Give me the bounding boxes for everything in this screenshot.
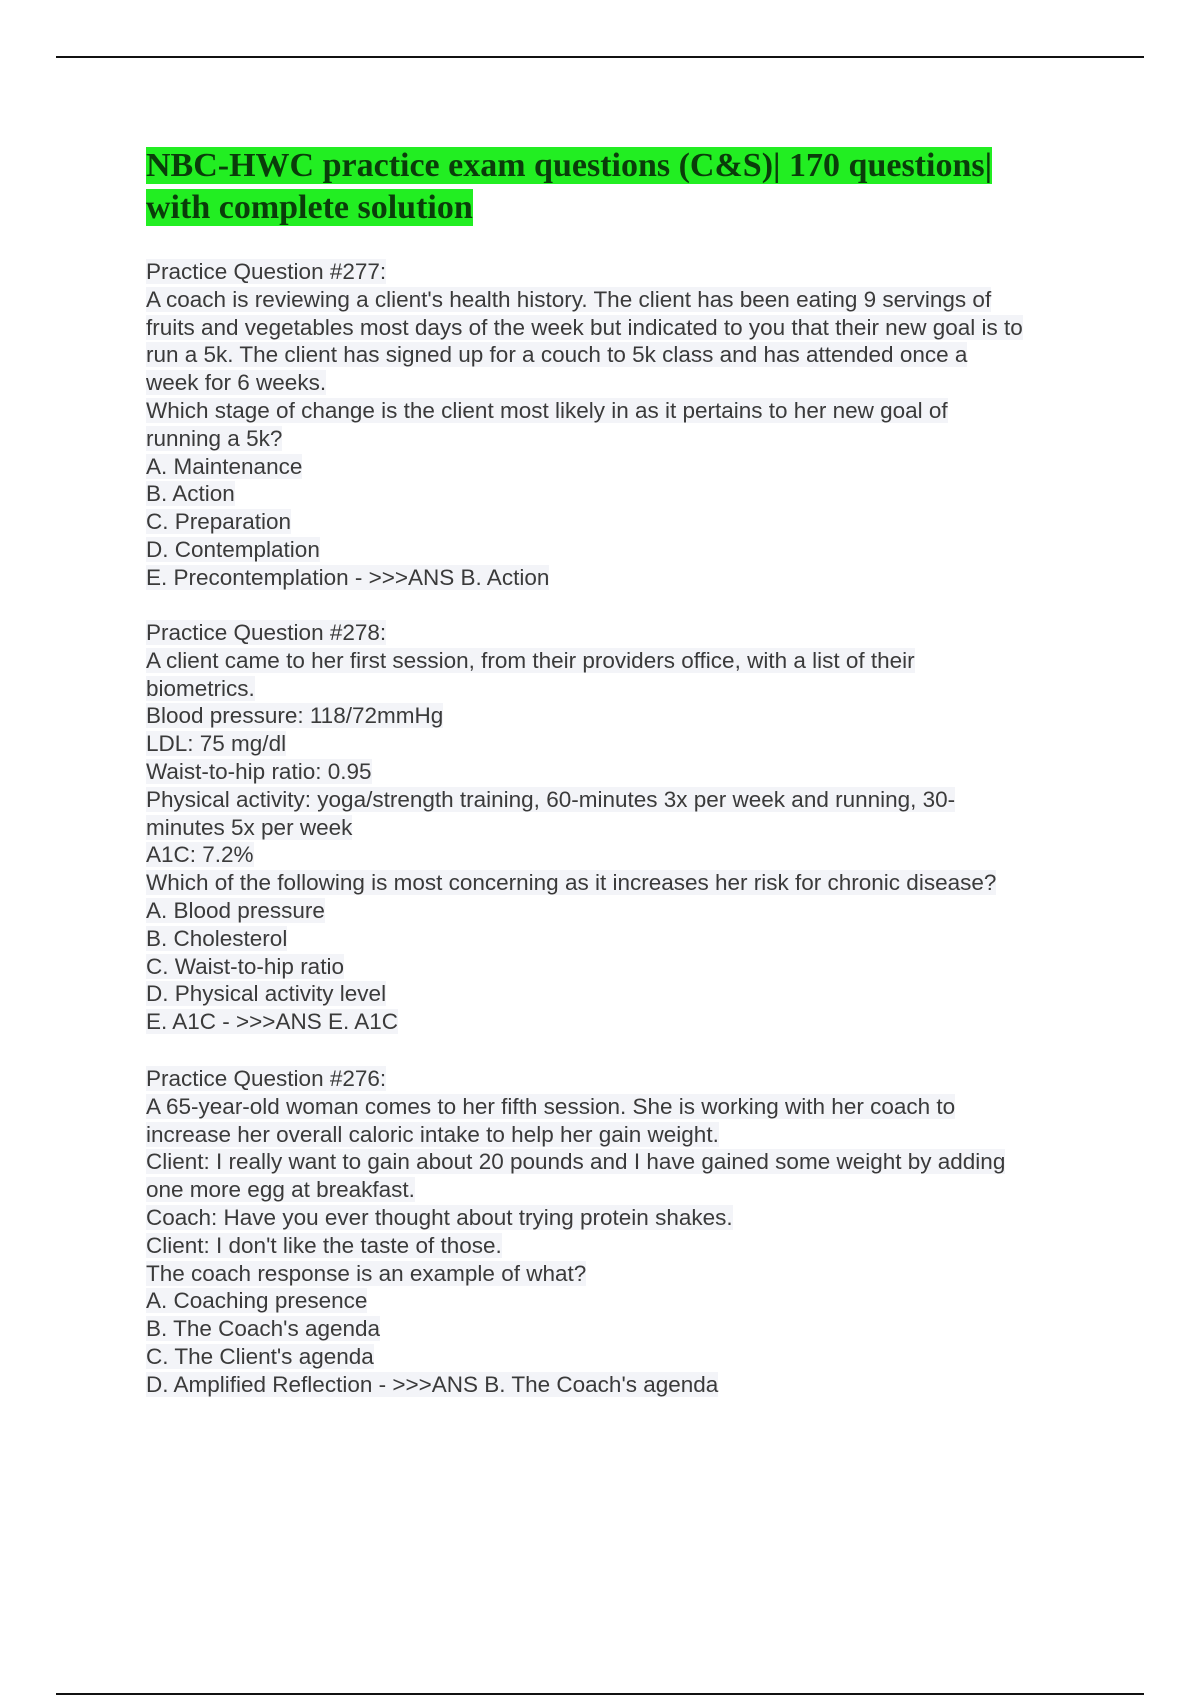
question-text-line: increase her overall caloric intake to help her gain weight. — [146, 1121, 719, 1147]
biometric-line: Waist-to-hip ratio: 0.95 — [146, 758, 372, 784]
dialogue-line: one more egg at breakfast. — [146, 1177, 415, 1203]
biometric-line: Physical activity: yoga/strength training, 60-minutes 3x per week and running, 30- — [146, 786, 956, 812]
question-heading: Practice Question #278: — [146, 620, 387, 645]
answer-option: C. Waist-to-hip ratio — [146, 953, 344, 979]
question-text-line: run a 5k. The client has signed up for a couch to 5k class and has attended once a — [146, 342, 968, 368]
answer-option: B. Action — [146, 481, 235, 507]
answer-option: B. Cholesterol — [146, 925, 288, 951]
answer-option: D. Physical activity level — [146, 981, 387, 1007]
question-prompt-line: Which of the following is most concerning as it increases her risk for chronic disease? — [146, 870, 997, 896]
question-heading: Practice Question #277: — [146, 259, 387, 284]
answer-option: C. The Client's agenda — [146, 1343, 374, 1369]
question-prompt-line: running a 5k? — [146, 425, 283, 451]
title-line: with complete solution — [146, 189, 473, 226]
answer-option: B. The Coach's agenda — [146, 1316, 381, 1342]
answer-option: C. Preparation — [146, 509, 292, 535]
title-line: NBC-HWC practice exam questions (C&S)| 170 questions| — [146, 147, 993, 184]
question-text-line: week for 6 weeks. — [146, 370, 327, 396]
biometric-line: minutes 5x per week — [146, 814, 353, 840]
answer-option-with-solution: D. Amplified Reflection - >>>ANS B. The Coach's agenda — [146, 1371, 719, 1397]
dialogue-line: Client: I really want to gain about 20 pounds and I have gained some weight by adding — [146, 1149, 1006, 1175]
answer-option: A. Coaching presence — [146, 1288, 368, 1314]
answer-option-with-solution: E. A1C - >>>ANS E. A1C — [146, 1009, 399, 1035]
question-text-line: A coach is reviewing a client's health history. The client has been eating 9 servings of — [146, 286, 992, 312]
question-text-line: fruits and vegetables most days of the week but indicated to you that their new goal is to — [146, 314, 1023, 340]
practice-question-276 — [146, 1065, 1096, 1399]
question-text-line: biometrics. — [146, 675, 255, 701]
biometric-line: LDL: 75 mg/dl — [146, 731, 287, 757]
header-rule — [56, 56, 1144, 58]
practice-question-278 — [146, 619, 1096, 1036]
question-prompt-line: Which stage of change is the client most likely in as it pertains to her new goal of — [146, 397, 948, 423]
question-heading: Practice Question #276: — [146, 1066, 387, 1091]
question-text-line: A 65-year-old woman comes to her fifth session. She is working with her coach to — [146, 1093, 956, 1119]
question-prompt-line: The coach response is an example of what? — [146, 1260, 587, 1286]
footer-rule — [56, 1693, 1144, 1695]
answer-option: A. Maintenance — [146, 453, 303, 479]
dialogue-line: Client: I don't like the taste of those. — [146, 1232, 502, 1258]
biometric-line: A1C: 7.2% — [146, 842, 254, 868]
question-text-line: A client came to her first session, from their providers office, with a list of their — [146, 647, 915, 673]
answer-option: A. Blood pressure — [146, 897, 325, 923]
biometric-line: Blood pressure: 118/72mmHg — [146, 703, 444, 729]
answer-option-with-solution: E. Precontemplation - >>>ANS B. Action — [146, 564, 550, 590]
document-title — [146, 145, 1106, 229]
practice-question-277 — [146, 258, 1096, 592]
dialogue-line: Coach: Have you ever thought about trying protein shakes. — [146, 1204, 733, 1230]
answer-option: D. Contemplation — [146, 536, 320, 562]
